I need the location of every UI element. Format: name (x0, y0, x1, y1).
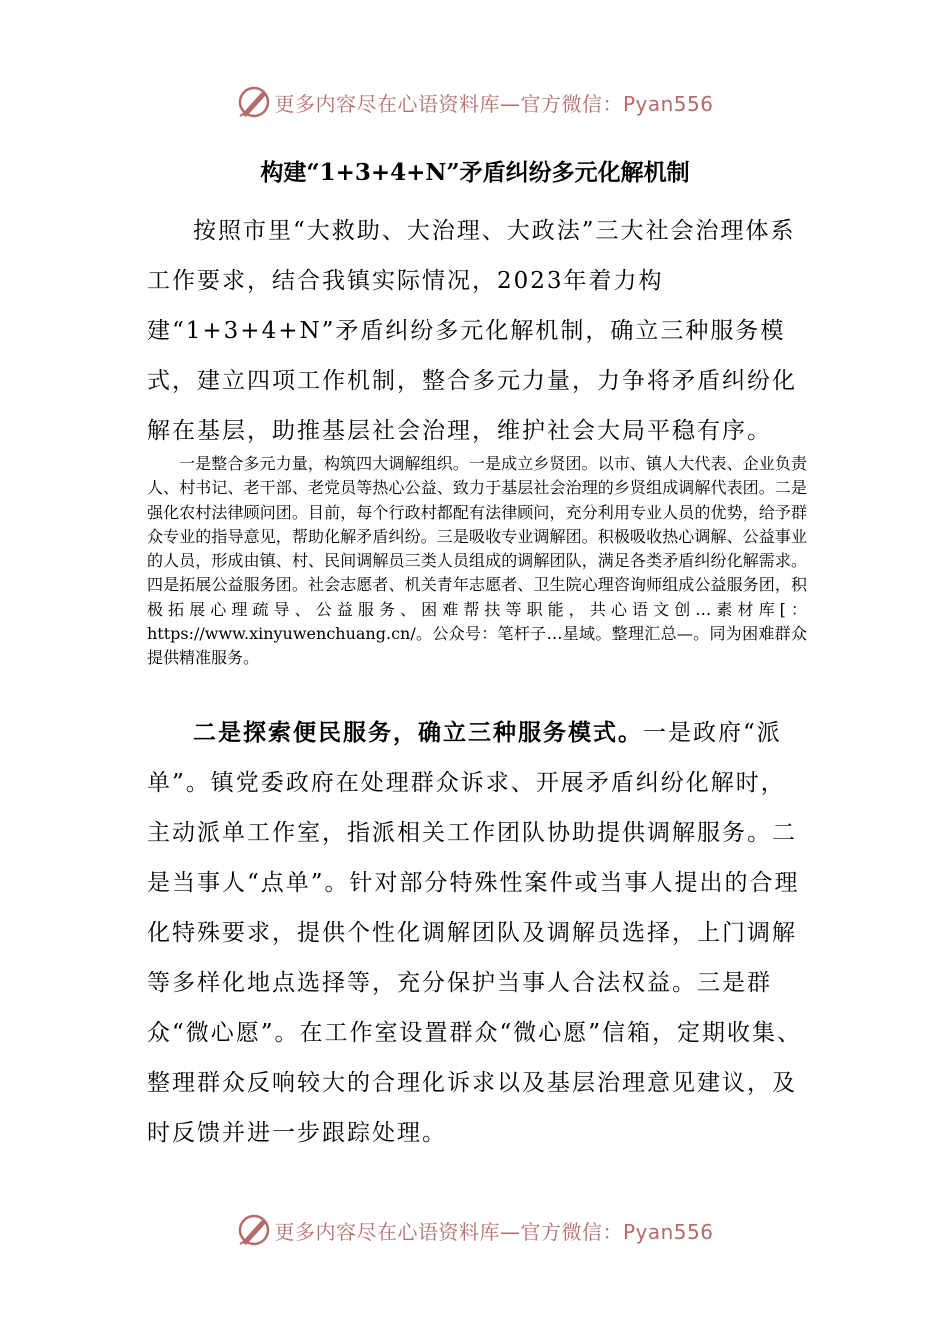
section-one-paragraph: 一是整合多元力量，构筑四大调解组织。一是成立乡贤团。以市、镇人大代表、企业负责人、村书记、老干部、老党员等热心公益、致力于基层社会治理的乡贤组成调解代表团。二是强化农村法律顾问团。目前，每个行政村都配有法律顾问，充分利用专业人员的优势，给予群众专业的指导意见，帮助化解矛盾纠纷。三是吸收专业调解团。积极吸收热心调解、公益事业的人员，形成由镇、村、民间调解员三类人员组成的调解团队，满足各类矛盾纠纷化解需求。四是拓展公益服务团。社会志愿者、机关青年志愿者、卫生院心理咨询师组成公益服务团，积极拓展心理疏导、公益服务、困难帮扶等职能，共心语文创…素材库[：https://www.xinyuwenchuang.cn/。公众号：笔杆子…星域。整理汇总—。同为困难群众提供精准服务。 (147, 454, 807, 668)
page-title: 构建“1+3+4+N”矛盾纠纷多元化解机制 (260, 159, 690, 186)
header-banner (0, 82, 950, 122)
section-two-paragraph (147, 708, 807, 1158)
section-two-lead: 二是探索便民服务，确立三种服务模式。 (193, 719, 643, 746)
pen-circle-logo-icon (236, 84, 272, 120)
section-two-body: 一是政府“派单”。镇党委政府在处理群众诉求、开展矛盾纠纷化解时，主动派单工作室，指派相关工作团队协助提供调解服务。二是当事人“点单”。针对部分特殊性案件或当事人提出的合理化特殊要求，提供个性化调解团队及调解员选择，上门调解等多样化地点选择等，充分保护当事人合法权益。三是群众“微心愿”。在工作室设置群众“微心愿”信箱，定期收集、整理群众反响较大的合理化诉求以及基层治理意见建议，及时反馈并进一步跟踪处理。 (147, 720, 803, 1146)
pen-circle-logo-icon (236, 1212, 272, 1248)
banner-text: 更多内容尽在心语资料库—官方微信：Pyan556 (274, 91, 714, 116)
intro-paragraph: 按照市里“大救助、大治理、大政法”三大社会治理体系工作要求，结合我镇实际情况，2023年着力构建“1+3+4+N”矛盾纠纷多元化解机制，确立三种服务模式，建立四项工作机制，整合多元力量，力争将矛盾纠纷化解在基层，助推基层社会治理，维护社会大局平稳有序。 (147, 218, 797, 444)
footer-banner (0, 1210, 950, 1250)
banner-text: 更多内容尽在心语资料库—官方微信：Pyan556 (274, 1219, 714, 1244)
